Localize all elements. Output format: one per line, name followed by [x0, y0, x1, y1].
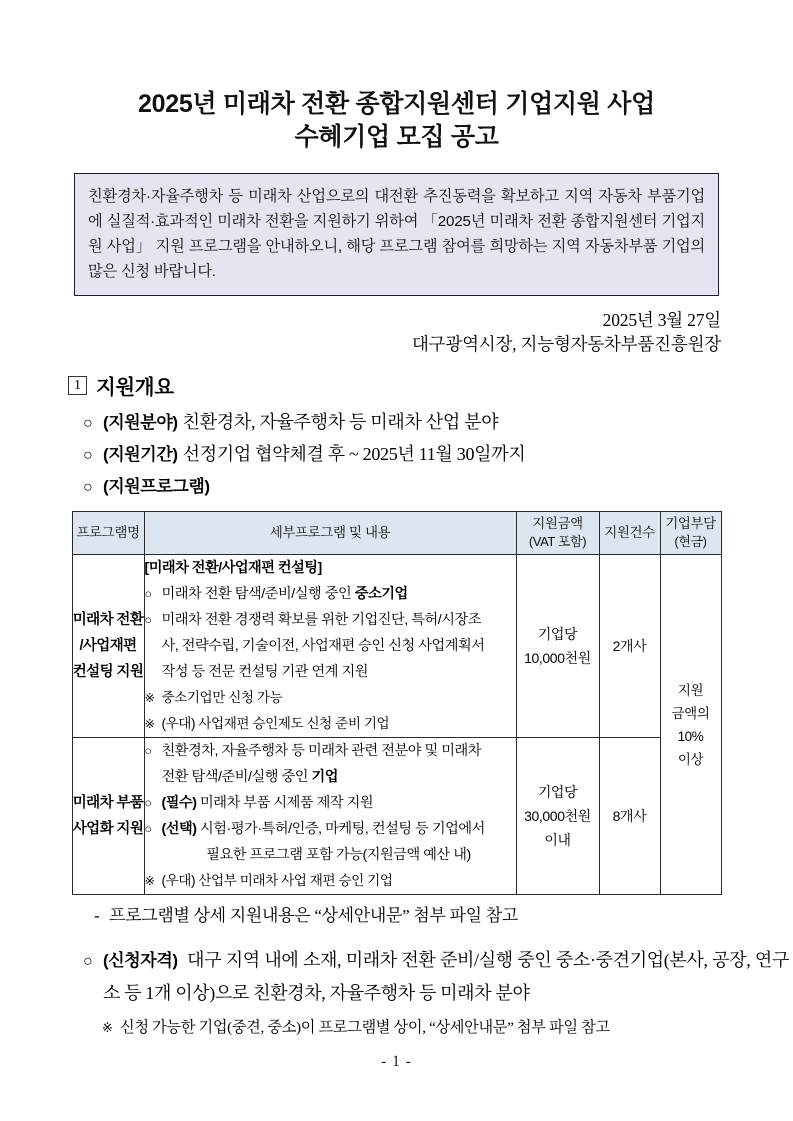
- qualification-star-note-text: 신청 가능한 기업(중견, 중소)이 프로그램별 상이, “상세안내문” 첨부 파일 참고: [120, 1019, 610, 1036]
- amount-line: 10,000천원: [524, 650, 591, 666]
- detail-item-text: (필수) 미래차 부품 시제품 제작 지원: [161, 795, 374, 811]
- intro-paragraph: 친환경차·자율주행차 등 미래차 산업으로의 대전환 추진동력을 확보하고 지역 자동차 부품기업에 실질적·효과적인 미래차 전환을 지원하기 위하여 「2025년 미래차 전환 종합지원센터 기업지원 사업」 지원 프로그램을 안내하오니, 해당 프로그램 참여를 희망하는 지역 자동차부품 기업의 많은 신청 바랍니다.: [88, 188, 705, 280]
- circle-bullet-icon: ○: [144, 744, 152, 758]
- circle-bullet-icon: ○: [144, 587, 152, 601]
- header-burden-sub: (현금): [674, 534, 707, 549]
- burden-line: 이상: [677, 751, 704, 767]
- bullet-value: 선정기업 협약체결 후 ~ 2025년 11월 30일까지: [182, 444, 526, 464]
- detail-item-continuation: [145, 842, 516, 868]
- bullet-marker: ○: [83, 415, 93, 432]
- detail-item: [145, 816, 516, 842]
- detail-item-text: 사, 전략수립, 기술이전, 사업재편 승인 신청 사업계획서: [161, 638, 485, 654]
- cell-support-amount: [516, 555, 599, 738]
- program-name-line: 미래차 전환: [72, 612, 144, 628]
- bullet-support-program: [83, 471, 793, 503]
- dash-marker: -: [94, 906, 100, 925]
- bullet-label: (지원프로그램): [103, 477, 210, 496]
- header-burden: [660, 512, 721, 555]
- section-number-box: 1: [68, 376, 87, 395]
- cell-support-count: 2개사: [599, 555, 660, 738]
- detail-item-text: 미래차 전환 탐색/준비/실행 중인 중소기업: [161, 586, 408, 602]
- header-amount-main: 지원금액: [532, 516, 583, 531]
- header-amount: [516, 512, 599, 555]
- detail-item-emphasis: 기업: [311, 769, 339, 785]
- detail-item-emphasis: 중소기업: [354, 586, 408, 602]
- bullet-marker: ○: [83, 953, 93, 970]
- amount-line: 기업당: [537, 626, 578, 642]
- cell-program-name: [72, 738, 144, 895]
- detail-item-text: (선택) 시험·평가·특허/인증, 마케팅, 컨설팅 등 기업에서: [161, 821, 485, 837]
- title-line-1: 2025년 미래차 전환 종합지원센터 기업지원 사업: [138, 90, 655, 118]
- program-detail-note-text: 프로그램별 상세 지원내용은 “상세안내문” 첨부 파일 참고: [109, 906, 518, 925]
- signature-block: [0, 308, 793, 356]
- table-header-row: [72, 512, 721, 555]
- header-detail: 세부프로그램 및 내용: [144, 512, 516, 555]
- detail-item-text: 필요한 프로그램 포함 가능(지원금액 예산 내): [206, 847, 471, 863]
- bullet-label: (지원분야): [103, 413, 178, 432]
- cell-company-burden: [660, 555, 721, 895]
- detail-item-continuation: [145, 764, 516, 790]
- program-name-line: 사업화 지원: [72, 821, 144, 837]
- after-table-notes: [0, 901, 793, 1042]
- program-name-line: /사업재편: [79, 638, 137, 654]
- qualification-body: 대구 지역 내에 소재, 미래차 전환 준비/실행 중인 중소·중견기업(본사, 공장, 연구소 등 1개 이상)으로 친환경차, 자율주행차 등 미래차 분야: [103, 950, 789, 1003]
- detail-item-text: 전환 탐색/준비/실행 중인 기업: [161, 769, 339, 785]
- detail-item: [145, 607, 516, 633]
- detail-note-text: (우대) 산업부 미래차 사업 재편 승인 기업: [161, 873, 393, 888]
- program-detail-note: [83, 901, 793, 931]
- qualification-text: [103, 944, 793, 1010]
- reference-mark-icon: ※: [102, 1020, 113, 1035]
- bullet-marker: ○: [83, 479, 93, 496]
- burden-line: 지원: [677, 682, 704, 698]
- overview-bullet-list: [0, 407, 793, 503]
- detail-item: [145, 581, 516, 607]
- detail-note: [145, 868, 516, 894]
- program-name-line: 컨설팅 지원: [72, 664, 144, 680]
- qualification-star-note: [83, 1014, 793, 1042]
- header-burden-main: 기업부담: [665, 516, 716, 531]
- table-row: [72, 555, 721, 738]
- bullet-support-field: [83, 407, 793, 439]
- qualification-label: (신청자격): [103, 951, 178, 970]
- bullet-label: (지원기간): [103, 445, 178, 464]
- cell-program-detail: [144, 555, 516, 738]
- detail-item-text: 미래차 전환 경쟁력 확보를 위한 기업진단, 특허/시장조: [161, 612, 482, 628]
- detail-note: [145, 685, 516, 711]
- cell-support-count: 8개사: [599, 738, 660, 895]
- detail-item-text: 친환경차, 자율주행차 등 미래차 관련 전분야 및 미래차: [161, 743, 482, 759]
- burden-line: 10%: [677, 728, 704, 744]
- detail-note: [145, 711, 516, 737]
- detail-item: [145, 790, 516, 816]
- amount-line: 기업당: [537, 784, 578, 800]
- circle-bullet-icon: ○: [144, 796, 152, 810]
- detail-note-text: 중소기업만 신청 가능: [161, 690, 283, 705]
- detail-item-continuation: [145, 633, 516, 659]
- support-program-table: [72, 511, 722, 895]
- section-heading: [0, 370, 793, 400]
- reference-mark-icon: ※: [144, 717, 155, 731]
- burden-line: 금액의: [671, 705, 710, 721]
- bullet-value: 친환경차, 자율주행차 등 미래차 산업 분야: [182, 412, 499, 432]
- program-name-line: 미래차 부품: [72, 795, 144, 811]
- header-amount-sub: (VAT 포함): [528, 534, 587, 549]
- announcement-date: 2025년 3월 27일: [602, 310, 721, 330]
- detail-note-text: (우대) 사업재편 승인제도 신청 준비 기업: [161, 716, 390, 731]
- circle-bullet-icon: ○: [144, 613, 152, 627]
- detail-item-text: 작성 등 전문 컨설팅 기관 연계 지원: [161, 664, 369, 680]
- detail-item-tag: (필수): [161, 795, 197, 811]
- issuing-organizations: 대구광역시장, 지능형자동차부품진흥원장: [411, 334, 721, 354]
- intro-box: [74, 173, 719, 296]
- header-program-name: 프로그램명: [72, 512, 144, 555]
- detail-item-tag: (선택): [161, 821, 197, 837]
- circle-bullet-icon: ○: [144, 822, 152, 836]
- cell-support-amount: [516, 738, 599, 895]
- header-count: 지원건수: [599, 512, 660, 555]
- detail-title: [미래차 전환/사업재편 컨설팅]: [144, 560, 322, 576]
- page-title: [0, 88, 793, 154]
- bullet-marker: ○: [83, 447, 93, 464]
- detail-item: [145, 738, 516, 764]
- section-title: 지원개요: [96, 376, 174, 399]
- page-number: - 1 -: [381, 1053, 412, 1070]
- title-line-2: 수혜기업 모집 공고: [294, 123, 499, 151]
- detail-item-continuation: [145, 659, 516, 685]
- bullet-support-period: [83, 439, 793, 471]
- amount-line: 이내: [544, 832, 571, 848]
- table-row: [72, 738, 721, 895]
- cell-program-detail: [144, 738, 516, 895]
- reference-mark-icon: ※: [144, 874, 155, 888]
- qualification-block: [83, 944, 793, 1010]
- cell-program-name: [72, 555, 144, 738]
- reference-mark-icon: ※: [144, 691, 155, 705]
- amount-line: 30,000천원: [524, 808, 591, 824]
